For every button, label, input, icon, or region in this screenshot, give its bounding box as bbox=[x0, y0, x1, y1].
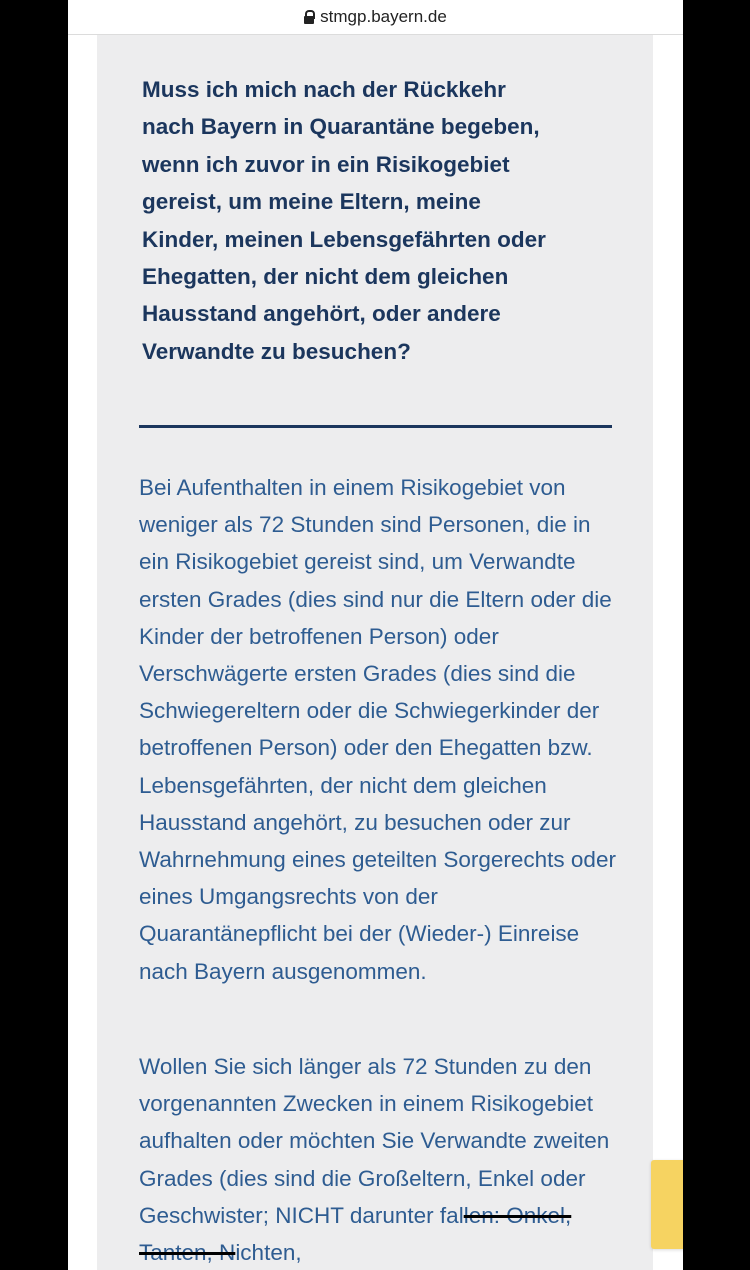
scroll-to-top-button[interactable] bbox=[651, 1160, 683, 1249]
address-bar[interactable] bbox=[68, 0, 683, 35]
browser-screen bbox=[68, 0, 683, 1270]
answer-paragraph-2-text: Wollen Sie sich länger als 72 Stunden zu den vorgenannten Zwecken in einem Risikogebiet aufhalten oder möchten Sie Verwandte zweiten Grades (dies sind die Großeltern, Enkel oder Geschwister; NICHT darunter fal bbox=[139, 1054, 610, 1228]
lock-icon bbox=[304, 10, 314, 23]
struck-text: len: Onkel, Tanten, N bbox=[139, 1202, 572, 1266]
faq-question: Muss ich mich nach der Rückkehr nach Bayern in Quarantäne begeben, wenn ich zuvor in ein Risikogebiet gereist, um meine Eltern, meine Kinder, meinen Lebensgefährten oder Ehegatten, der nicht dem gleichen Hausstand angehört, oder andere Verwandte zu besuchen? bbox=[142, 77, 546, 364]
faq-answer-paragraph-1: Bei Aufenthalten in einem Risikogebiet von weniger als 72 Stunden sind Personen, die in ein Risikogebiet gereist sind, um Verwandte ersten Grades (dies sind nur die Eltern oder die Kinder der betroffenen Person) oder Verschwägerte ersten Grades (dies sind die Schwiegereltern oder die Schwiegerkinder der betroffenen Person) oder den Ehegatten bzw. Lebensgefährten, der nicht dem gleichen Hausstand angehört, zu besuchen oder zur Wahrnehmung eines geteilten Sorgerechts oder eines Umgangsrechts von der Quarantänepflicht bei der (Wieder-) Einreise nach Bayern ausgenommen. bbox=[139, 475, 616, 984]
answer-paragraph-2-text-end: ichten, bbox=[235, 1240, 302, 1266]
address-url: stmgp.bayern.de bbox=[320, 7, 447, 26]
faq-answer-paragraph-2 bbox=[139, 1048, 619, 1270]
divider bbox=[139, 425, 612, 428]
faq-panel bbox=[97, 35, 653, 1270]
